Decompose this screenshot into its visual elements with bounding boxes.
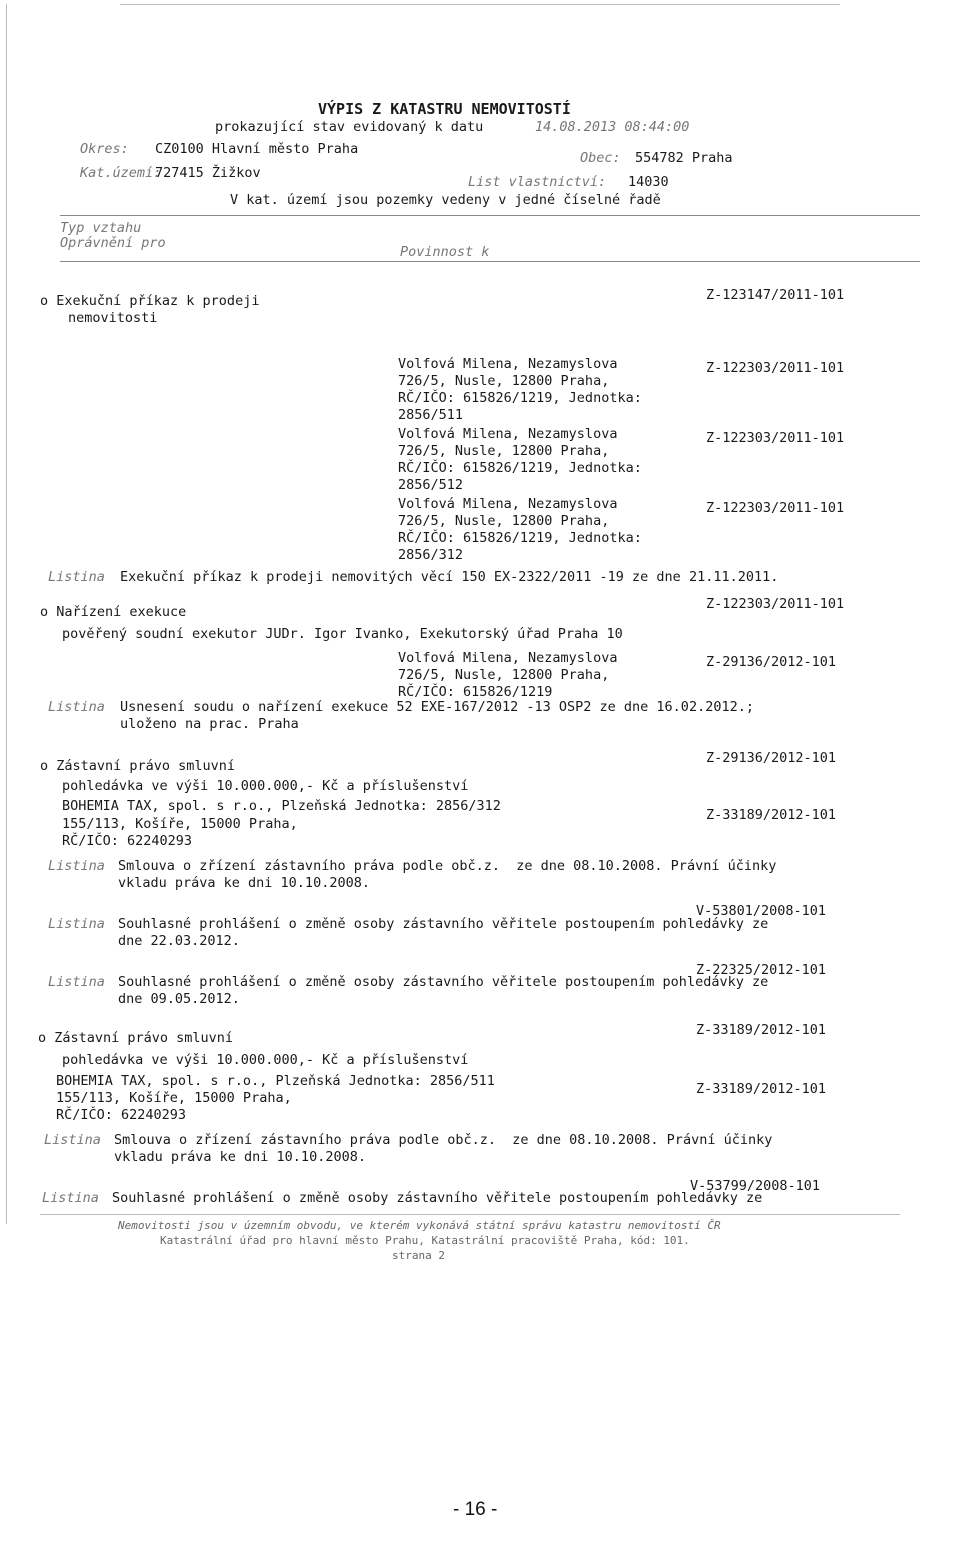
party1-line4: 2856/511 xyxy=(398,407,464,423)
column-rule xyxy=(60,261,920,262)
listina1-ref: Z-122303/2011-101 xyxy=(706,596,845,612)
col-povinnost: Povinnost k xyxy=(400,244,490,260)
page-number: - 16 - xyxy=(453,1499,498,1520)
doc-subtitle-date: 14.08.2013 08:44:00 xyxy=(535,119,690,135)
header-rule xyxy=(60,215,920,216)
listina2-ref: Z-29136/2012-101 xyxy=(706,750,837,766)
party1-line2: 726/5, Nusle, 12800 Praha, xyxy=(398,373,610,389)
listina4-label: Listina xyxy=(48,916,105,932)
okres-value: CZ0100 Hlavní město Praha xyxy=(155,141,359,157)
listina4-text: Souhlasné prohlášení o změně osoby zástavního věřitele postoupením pohledávky ze xyxy=(118,916,769,932)
footer-rule xyxy=(40,1214,900,1215)
entry-narizeni-exekuce-title: o Nařízení exekuce xyxy=(40,604,187,620)
party2-line2: 726/5, Nusle, 12800 Praha, xyxy=(398,443,610,459)
entry-zastavni-pravo-2-title: o Zástavní právo smluvní xyxy=(38,1030,234,1046)
party1-ref: Z-122303/2011-101 xyxy=(706,360,845,376)
lv-value: 14030 xyxy=(628,174,669,190)
scan-edge-top xyxy=(120,4,840,5)
entry-zastavni-pravo-1-title: o Zástavní právo smluvní xyxy=(40,758,236,774)
footer-line3: strana 2 xyxy=(392,1249,445,1262)
obec-label: Obec: xyxy=(580,150,621,166)
col-typ-vztahu: Typ vztahu xyxy=(60,220,142,236)
party2-line4: 2856/512 xyxy=(398,477,464,493)
entry-zastavni-pravo-2-line2: BOHEMIA TAX, spol. s r.o., Plzeňská Jednotka: 2856/511 xyxy=(56,1073,495,1089)
entry-zastavni-pravo-2-line3: 155/113, Košíře, 15000 Praha, xyxy=(56,1090,292,1106)
entry-zastavni-pravo-2-line4: RČ/IČO: 62240293 xyxy=(56,1107,187,1123)
listina2-text2: uloženo na prac. Praha xyxy=(120,716,299,732)
listina5-text2: dne 09.05.2012. xyxy=(118,991,240,1007)
party1-line3: RČ/IČO: 615826/1219, Jednotka: xyxy=(398,390,642,406)
lv-label: List vlastnictví: xyxy=(468,174,607,190)
party4-line3: RČ/IČO: 615826/1219 xyxy=(398,684,553,700)
listina3-text: Smlouva o zřízení zástavního práva podle obč.z. ze dne 08.10.2008. Právní účinky xyxy=(118,858,777,874)
listina2-text: Usnesení soudu o nařízení exekuce 52 EXE-167/2012 -13 OSP2 ze dne 16.02.2012.; xyxy=(120,699,754,715)
listina3-label: Listina xyxy=(48,858,105,874)
party4-line1: Volfová Milena, Nezamyslova xyxy=(398,650,618,666)
party2-line3: RČ/IČO: 615826/1219, Jednotka: xyxy=(398,460,642,476)
obec-value: 554782 Praha xyxy=(635,150,733,166)
listina7-label: Listina xyxy=(42,1190,99,1206)
party4-ref: Z-29136/2012-101 xyxy=(706,654,837,670)
entry-zastavni-pravo-1-line2: BOHEMIA TAX, spol. s r.o., Plzeňská Jednotka: 2856/312 xyxy=(62,798,501,814)
entry-zastavni-pravo-1-ref: Z-33189/2012-101 xyxy=(706,807,837,823)
katuzemi-note: V kat. území jsou pozemky vedeny v jedné číselné řadě xyxy=(230,192,661,208)
party1-line1: Volfová Milena, Nezamyslova xyxy=(398,356,618,372)
footer-line1: Nemovitosti jsou v územním obvodu, ve kterém vykonává státní správu katastru nemovitostí ČR xyxy=(118,1219,721,1232)
entry-zastavni-pravo-1-line4: RČ/IČO: 62240293 xyxy=(62,833,193,849)
listina6-text2: vkladu práva ke dni 10.10.2008. xyxy=(114,1149,366,1165)
entry-zastavni-pravo-2-line1: pohledávka ve výši 10.000.000,- Kč a příslušenství xyxy=(62,1052,469,1068)
listina5-label: Listina xyxy=(48,974,105,990)
listina5-text: Souhlasné prohlášení o změně osoby zástavního věřitele postoupením pohledávky ze xyxy=(118,974,769,990)
listina3-text2: vkladu práva ke dni 10.10.2008. xyxy=(118,875,370,891)
listina3-ref: V-53801/2008-101 xyxy=(696,903,827,919)
entry-narizeni-exekuce-line: pověřený soudní exekutor JUDr. Igor Ivanko, Exekutorský úřad Praha 10 xyxy=(62,626,623,642)
listina1-label: Listina xyxy=(48,569,105,585)
entry-exekucni-prikaz-ref: Z-123147/2011-101 xyxy=(706,287,845,303)
doc-subtitle-label: prokazující stav evidovaný k datu xyxy=(215,119,484,135)
listina6-label: Listina xyxy=(44,1132,101,1148)
entry-zastavni-pravo-2-ref: Z-33189/2012-101 xyxy=(696,1081,827,1097)
entry-exekucni-prikaz-title-2: nemovitosti xyxy=(68,310,158,326)
entry-zastavni-pravo-1-line1: pohledávka ve výši 10.000.000,- Kč a příslušenství xyxy=(62,778,469,794)
listina6-text: Smlouva o zřízení zástavního práva podle obč.z. ze dne 08.10.2008. Právní účinky xyxy=(114,1132,773,1148)
col-opravneni: Oprávnění pro xyxy=(60,235,166,251)
okres-label: Okres: xyxy=(80,141,129,157)
listina6-ref: V-53799/2008-101 xyxy=(690,1178,821,1194)
party4-line2: 726/5, Nusle, 12800 Praha, xyxy=(398,667,610,683)
party2-line1: Volfová Milena, Nezamyslova xyxy=(398,426,618,442)
katuzemi-value: 727415 Žižkov xyxy=(155,165,261,181)
party3-line3: RČ/IČO: 615826/1219, Jednotka: xyxy=(398,530,642,546)
scan-edge-left xyxy=(6,4,7,1224)
listina1-text: Exekuční příkaz k prodeji nemovitých věcí 150 EX-2322/2011 -19 ze dne 21.11.2011. xyxy=(120,569,779,585)
entry-zastavni-pravo-1-line3: 155/113, Košíře, 15000 Praha, xyxy=(62,816,298,832)
listina2-label: Listina xyxy=(48,699,105,715)
katuzemi-label: Kat.území: xyxy=(80,165,162,181)
listina5-ref: Z-33189/2012-101 xyxy=(696,1022,827,1038)
listina4-ref: Z-22325/2012-101 xyxy=(696,962,827,978)
party3-line2: 726/5, Nusle, 12800 Praha, xyxy=(398,513,610,529)
listina7-text: Souhlasné prohlášení o změně osoby zástavního věřitele postoupením pohledávky ze xyxy=(112,1190,763,1206)
party3-line4: 2856/312 xyxy=(398,547,464,563)
listina4-text2: dne 22.03.2012. xyxy=(118,933,240,949)
party3-ref: Z-122303/2011-101 xyxy=(706,500,845,516)
party2-ref: Z-122303/2011-101 xyxy=(706,430,845,446)
doc-title: VÝPIS Z KATASTRU NEMOVITOSTÍ xyxy=(318,100,571,118)
entry-exekucni-prikaz-title: o Exekuční příkaz k prodeji xyxy=(40,293,260,309)
footer-line2: Katastrální úřad pro hlavní město Prahu, Katastrální pracoviště Praha, kód: 101. xyxy=(160,1234,690,1247)
party3-line1: Volfová Milena, Nezamyslova xyxy=(398,496,618,512)
